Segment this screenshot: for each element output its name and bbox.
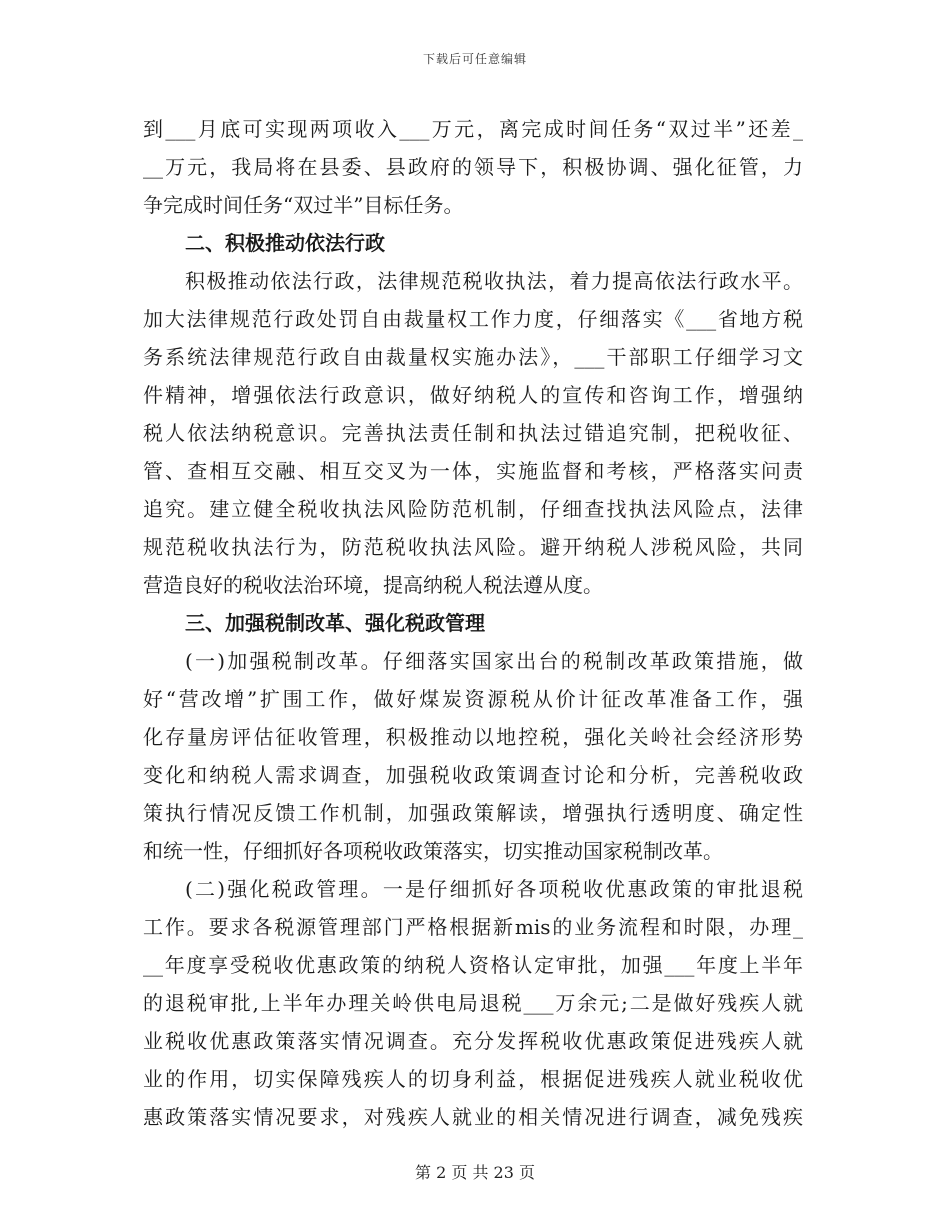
text-line: 加大法律规范行政处罚自由裁量权工作力度，仔细落实《___省地方税 bbox=[143, 307, 803, 331]
text-line: 和统一性，仔细抓好各项税收政策落实，切实推动国家税制改革。 bbox=[143, 839, 723, 863]
text-line: 管、查相互交融、相互交叉为一体，实施监督和考核，严格落实问责 bbox=[143, 459, 803, 483]
paragraph-first-line: (一)加强税制改革。仔细落实国家出台的税制改革政策措施，做 bbox=[185, 649, 803, 673]
text-line: 营造良好的税收法治环境，提高纳税人税法遵从度。 bbox=[143, 573, 603, 597]
paragraph-first-line: (二)强化税政管理。一是仔细抓好各项税收优惠政策的审批退税 bbox=[185, 877, 803, 901]
text-line: 业的作用，切实保障残疾人的切身利益，根据促进残疾人就业税收优 bbox=[143, 1067, 803, 1091]
page-number: 第 2 页 共 23 页 bbox=[415, 1163, 535, 1182]
text-line: 追究。建立健全税收执法风险防范机制，仔细查找执法风险点，法律 bbox=[143, 497, 803, 521]
paragraph-first-line: 积极推动依法行政，法律规范税收执法，着力提高依法行政水平。 bbox=[185, 269, 803, 293]
text-line: 税人依法纳税意识。完善执法责任制和执法过错追究制，把税收征、 bbox=[143, 421, 803, 445]
text-line: 业税收优惠政策落实情况调查。充分发挥税收优惠政策促进残疾人就 bbox=[143, 1029, 803, 1053]
text-line: 规范税收执法行为，防范税收执法风险。避开纳税人涉税风险，共同 bbox=[143, 535, 803, 559]
text-line: __年度享受税收优惠政策的纳税人资格认定审批，加强___年度上半年 bbox=[143, 953, 803, 977]
text-line: 策执行情况反馈工作机制，加强政策解读，增强执行透明度、确定性 bbox=[143, 801, 803, 825]
document-body bbox=[143, 110, 803, 1136]
text-line: 到___月底可实现两项收入___万元，离完成时间任务“双过半”还差_ bbox=[143, 117, 803, 141]
text-line: 好“营改增”扩围工作，做好煤炭资源税从价计征改革准备工作，强 bbox=[143, 687, 803, 711]
text-line: 争完成时间任务“双过半”目标任务。 bbox=[143, 193, 464, 217]
text-line: 的退税审批,上半年办理关岭供电局退税___万余元;二是做好残疾人就 bbox=[143, 991, 803, 1015]
text-line: 工作。要求各税源管理部门严格根据新mis的业务流程和时限，办理_ bbox=[143, 915, 803, 939]
page-header-note: 下载后可任意编辑 bbox=[422, 52, 527, 66]
text-line: 惠政策落实情况要求，对残疾人就业的相关情况进行调查，减免残疾 bbox=[143, 1105, 803, 1129]
text-line: __万元，我局将在县委、县政府的领导下，积极协调、强化征管，力 bbox=[143, 155, 803, 179]
text-line: 件精神，增强依法行政意识，做好纳税人的宣传和咨询工作，增强纳 bbox=[143, 383, 803, 407]
section-heading: 三、加强税制改革、强化税政管理 bbox=[185, 611, 485, 635]
text-line: 变化和纳税人需求调查，加强税收政策调查讨论和分析，完善税收政 bbox=[143, 763, 803, 787]
section-heading: 二、积极推动依法行政 bbox=[185, 231, 385, 255]
text-line: 务系统法律规范行政自由裁量权实施办法》，___干部职工仔细学习文 bbox=[143, 345, 803, 369]
text-line: 化存量房评估征收管理，积极推动以地控税，强化关岭社会经济形势 bbox=[143, 725, 803, 749]
